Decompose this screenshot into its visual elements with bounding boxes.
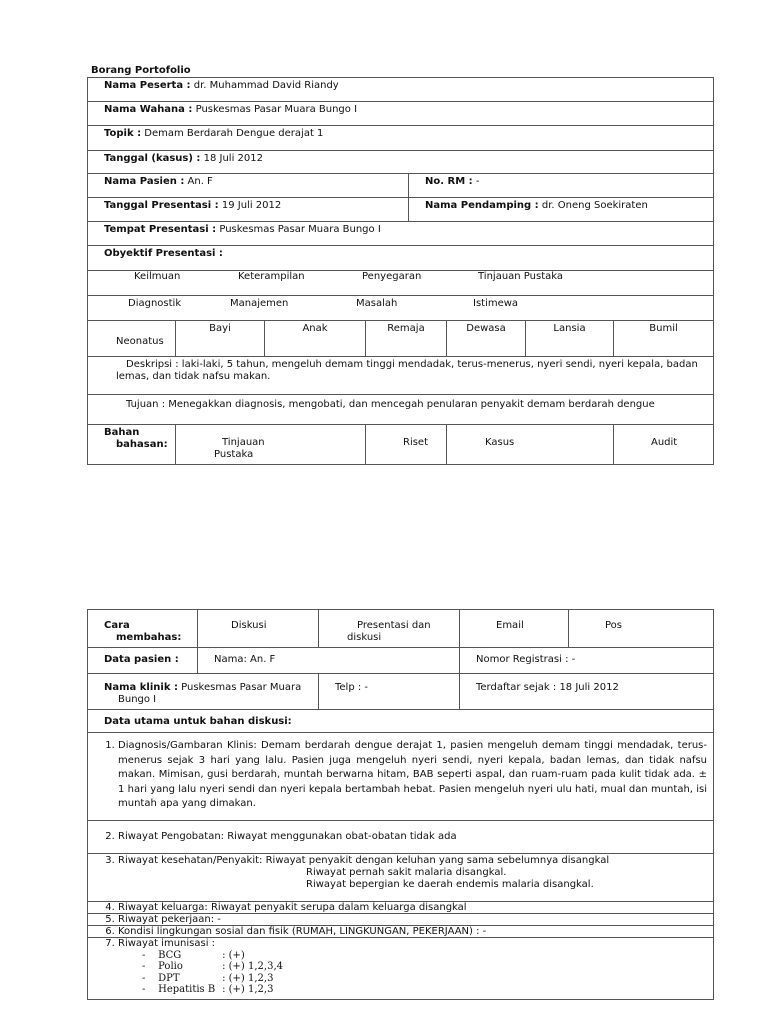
imunisasi-item: - Hepatitis B : (+) 1,2,3 [142, 984, 274, 995]
bahan-opt1a: Tinjauan [222, 437, 265, 448]
data-pasien-row [88, 648, 714, 674]
cara-pos: Pos [569, 610, 714, 648]
tempat-value: Puskesmas Pasar Muara Bungo I [216, 224, 381, 235]
item-3-kesehatan: Riwayat kesehatan/Penyakit: Riwayat penyakit dengan keluhan yang sama sebelumnya disangkal [118, 855, 610, 866]
data-pasien-registrasi: Nomor Registrasi : - [460, 648, 714, 674]
usia-dewasa: Dewasa [447, 321, 526, 357]
topik-label: Topik : [104, 128, 142, 139]
peserta-value: dr. Muhammad David Riandy [190, 80, 339, 91]
usia-neonatus: Neonatus [88, 321, 176, 357]
usia-row [88, 321, 714, 357]
portfolio-form-table-2 [87, 609, 714, 1000]
no-rm-value: - [472, 176, 480, 187]
imunisasi-item: - BCG : (+) [142, 949, 245, 961]
topik-value: Demam Berdarah Dengue derajat 1 [141, 128, 324, 139]
data-utama-label: Data utama untuk bahan diskusi: [88, 710, 714, 733]
bahan-opt1b: Pustaka [214, 449, 254, 460]
tanggal-presentasi-value: 19 Juli 2012 [218, 200, 282, 211]
peserta-label: Nama Peserta : [104, 80, 191, 91]
item-1-cell [88, 733, 714, 821]
item-2-pengobatan: 2. Riwayat Pengobatan: Riwayat menggunakan obat-obatan tidak ada [118, 831, 707, 843]
obyektif-label: Obyektif Presentasi : [104, 248, 223, 259]
pasien-label: Nama Pasien : [104, 176, 185, 187]
peserta-row [88, 78, 714, 102]
tanggal-presentasi-label: Tanggal Presentasi : [104, 200, 219, 211]
obyektif-row-2 [88, 296, 714, 321]
opt-keilmuan: Keilmuan [134, 271, 181, 282]
bahan-audit: Audit [614, 425, 714, 465]
bahan-label-cell [88, 425, 176, 465]
item-1-diagnosis: 1. Diagnosis/Gambaran Klinis: Demam berdarah dengue derajat 1, pasien mengeluh demam tinggi mendadak, terus-menerus sejak 3 hari yang lalu. Pasien juga mengeluh nyeri sendi, nyeri kepala, badan lemas, dan tidak nafsu makan. Mimisan, gusi berdarah, muntah berwarna hitam, BAB seperti aspal, dan ruam-ruam pada kulit tidak ada. ± 1 hari yang lalu nyeri sendi dan nyeri kepala bertambah hebat. Pasien mengeluh nyeri ulu hati, mual dan muntah, isi muntah apa yang dimakan. [118, 739, 707, 812]
data-pasien-nama: Nama: An. F [198, 648, 460, 674]
bahan-row [88, 425, 714, 465]
opt-keterampilan: Keterampilan [238, 271, 305, 282]
cara-row [88, 610, 714, 648]
usia-bumil: Bumil [614, 321, 714, 357]
klinik-row [88, 674, 714, 710]
bahan-tinjauan [176, 425, 366, 465]
usia-remaja: Remaja [366, 321, 447, 357]
wahana-label: Nama Wahana : [104, 104, 193, 115]
opt-diagnostik: Diagnostik [128, 298, 182, 309]
imunisasi-item: - Polio : (+) 1,2,3,4 [142, 961, 283, 972]
wahana-value: Puskesmas Pasar Muara Bungo I [192, 104, 358, 115]
data-pasien-label: Data pasien : [88, 648, 198, 674]
bahan-label-1: Bahan [104, 427, 140, 438]
no-rm-label: No. RM : [425, 176, 473, 187]
opt-penyegaran: Penyegaran [362, 271, 422, 282]
item-5-pekerjaan: 5. Riwayat pekerjaan: - [118, 914, 707, 925]
tanggal-kasus-value: 18 Juli 2012 [200, 153, 263, 164]
form-title: Borang Portofolio [91, 65, 191, 76]
tanggal-kasus-label: Tanggal (kasus) : [104, 153, 201, 164]
tempat-label: Tempat Presentasi : [104, 224, 217, 235]
item-7-imunisasi: 7. Riwayat imunisasi : [118, 938, 707, 950]
klinik-value: Puskesmas Pasar Muara [177, 682, 302, 693]
portfolio-form-table-1 [87, 77, 714, 465]
pendamping-label: Nama Pendamping : [425, 200, 539, 211]
item-3-malaria: Riwayat pernah sakit malaria disangkal. [306, 867, 507, 878]
item-7-cell [88, 938, 714, 1000]
opt-masalah: Masalah [356, 298, 398, 309]
cara-label-1: Cara [104, 620, 130, 631]
peserta-cell [88, 78, 714, 102]
item-4-keluarga: 4. Riwayat keluarga: Riwayat penyakit serupa dalam keluarga disangkal [118, 902, 707, 913]
klinik-label: Nama klinik : [104, 682, 178, 693]
klinik-value-2: Bungo I [118, 694, 157, 705]
item-3-cell [88, 854, 714, 902]
opt-manajemen: Manajemen [230, 298, 289, 309]
item-3-bepergian: Riwayat bepergian ke daerah endemis malaria disangkal. [306, 879, 594, 890]
bahan-label-2: bahasan: [116, 439, 168, 450]
deskripsi: Deskripsi : laki-laki, 5 tahun, mengeluh demam tinggi mendadak, terus-menerus, nyeri sendi, nyeri kepala, badan lemas, dan tidak nafsu makan. [88, 357, 714, 395]
bahan-kasus: Kasus [447, 425, 614, 465]
klinik-terdaftar: Terdaftar sejak : 18 Juli 2012 [460, 674, 714, 710]
cara-opt2a: Presentasi dan [357, 620, 431, 631]
klinik-telp: Telp : - [319, 674, 460, 710]
opt-tinjauan-pustaka: Tinjauan Pustaka [478, 271, 563, 282]
item-6-lingkungan: 6. Kondisi lingkungan sosial dan fisik (RUMAH, LINGKUNGAN, PEKERJAAN) : - [118, 926, 707, 937]
usia-bayi: Bayi [176, 321, 265, 357]
pasien-value: An. F [184, 176, 213, 187]
cara-opt2b: diskusi [347, 632, 382, 643]
obyektif-row-1 [88, 271, 714, 296]
bahan-riset: Riset [366, 425, 447, 465]
cara-label-2: membahas: [116, 632, 182, 643]
cara-presentasi [319, 610, 460, 648]
item-2-cell [88, 821, 714, 854]
imunisasi-item: - DPT : (+) 1,2,3 [142, 972, 274, 984]
cara-diskusi: Diskusi [198, 610, 319, 648]
usia-anak: Anak [265, 321, 366, 357]
opt-istimewa: Istimewa [473, 298, 519, 309]
usia-lansia: Lansia [526, 321, 614, 357]
cara-label-cell [88, 610, 198, 648]
cara-email: Email [460, 610, 569, 648]
pendamping-value: dr. Oneng Soekiraten [538, 200, 648, 211]
imunisasi-list [104, 950, 707, 996]
tujuan: Tujuan : Menegakkan diagnosis, mengobati, dan mencegah penularan penyakit demam berdarah dengue [88, 395, 714, 425]
klinik-cell [88, 674, 319, 710]
